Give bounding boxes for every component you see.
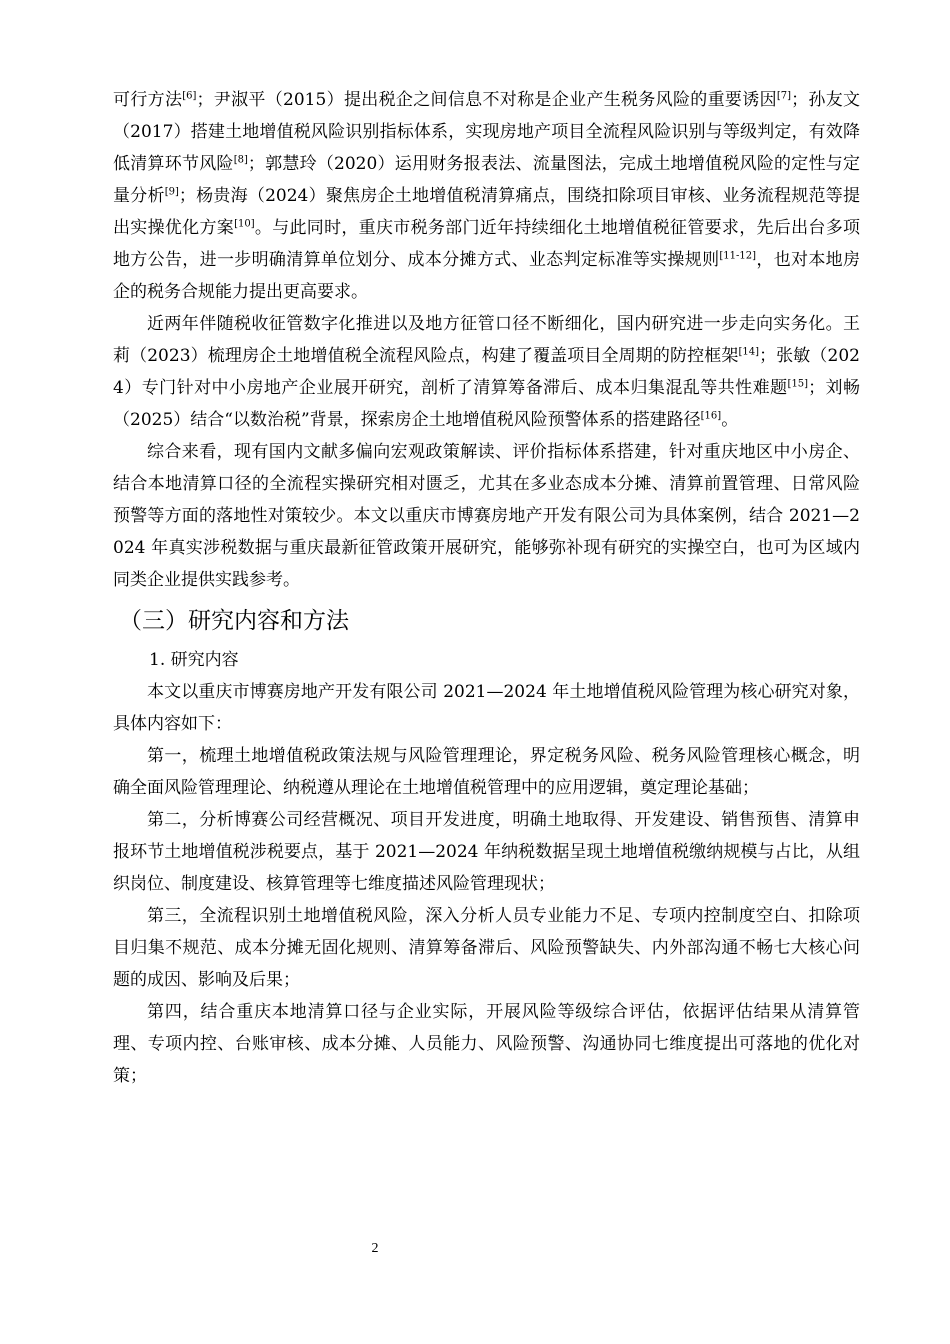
paragraph-literature-review-cont: 可行方法[6]；尹淑平（2015）提出税企之间信息不对称是企业产生税务风险的重要诱因[7]；孙友文（2017）搭建土地增值税风险识别指标体系，实现房地产项目全流程风险识别与等级判定，有效降低清算环节风险[8]；郭慧玲（2020）运用财务报表法、流量图法，完成土地增值税风险的定性与定量分析[9]；杨贵海（2024）聚焦房企土地增值税清算痛点，围绕扣除项目审核、业务流程规范等提出实操优化方案[10]。与此同时，重庆市税务部门近年持续细化土地增值税征管要求，先后出台多项地方公告，进一步明确清算单位划分、成本分摊方式、业态判定标准等实操规则[11-12]，也对本地房企的税务合规能力提出更高要求。 [113,90,861,302]
paragraph-research-object: 本文以重庆市博赛房地产开发有限公司 2021—2024 年土地增值税风险管理为核心研究对象，具体内容如下： [113,682,860,734]
subheading-research-content: 1. 研究内容 [149,650,239,670]
paragraph-recent-research: 近两年伴随税收征管数字化推进以及地方征管口径不断细化，国内研究进一步走向实务化。王莉（2023）梳理房企土地增值税全流程风险点，构建了覆盖项目全周期的防控框架[14]；张敏（2024）专门针对中小房地产企业展开研究，剖析了清算筹备滞后、成本归集混乱等共性难题[15]；刘畅（2025）结合“以数治税”背景，探索房企土地增值税风险预警体系的搭建路径[16]。 [113,314,860,430]
citation-marker: [7] [776,90,792,102]
body-text [113,84,860,1092]
citation-marker: [15] [787,378,809,390]
citation-marker: [8] [233,154,248,166]
paragraph-item-1: 第一，梳理土地增值税政策法规与风险管理理论，界定税务风险、税务风险管理核心概念，明确全面风险管理理论、纳税遵从理论在土地增值税管理中的应用逻辑，奠定理论基础； [113,746,860,798]
citation-marker: [6] [182,90,197,102]
page-number: 2 [371,1241,379,1256]
paragraph-item-4: 第四，结合重庆本地清算口径与企业实际，开展风险等级综合评估，依据评估结果从清算管理、专项内控、台账审核、成本分摊、人员能力、风险预警、沟通协同七维度提出可落地的优化对策； [113,1002,860,1086]
citation-marker: [14] [738,346,760,358]
paragraph-summary: 综合来看，现有国内文献多偏向宏观政策解读、评价指标体系搭建，针对重庆地区中小房企、结合本地清算口径的全流程实操研究相对匮乏，尤其在多业态成本分摊、清算前置管理、日常风险预警等方面的落地性对策较少。本文以重庆市博赛房地产开发有限公司为具体案例，结合 2021—2024 年真实涉税数据与重庆最新征管政策开展研究，能够弥补现有研究的实操空白，也可为区域内同类企业提供实践参考。 [113,442,860,590]
section-title: （三）研究内容和方法 [119,608,349,634]
citation-marker: [10] [234,218,255,230]
citation-marker: [11-12] [719,250,757,262]
paragraph-item-2: 第二，分析博赛公司经营概况、项目开发进度，明确土地取得、开发建设、销售预售、清算申报环节土地增值税涉税要点，基于 2021—2024 年纳税数据呈现土地增值税缴纳规模与占比，从组织岗位、制度建设、核算管理等七维度描述风险管理现状； [113,810,860,894]
citation-marker: [9] [164,186,179,198]
paragraph-item-3: 第三，全流程识别土地增值税风险，深入分析人员专业能力不足、专项内控制度空白、扣除项目归集不规范、成本分摊无固化规则、清算筹备滞后、风险预警缺失、内外部沟通不畅七大核心问题的成因、影响及后果； [113,906,860,990]
citation-marker: [16] [700,410,722,422]
